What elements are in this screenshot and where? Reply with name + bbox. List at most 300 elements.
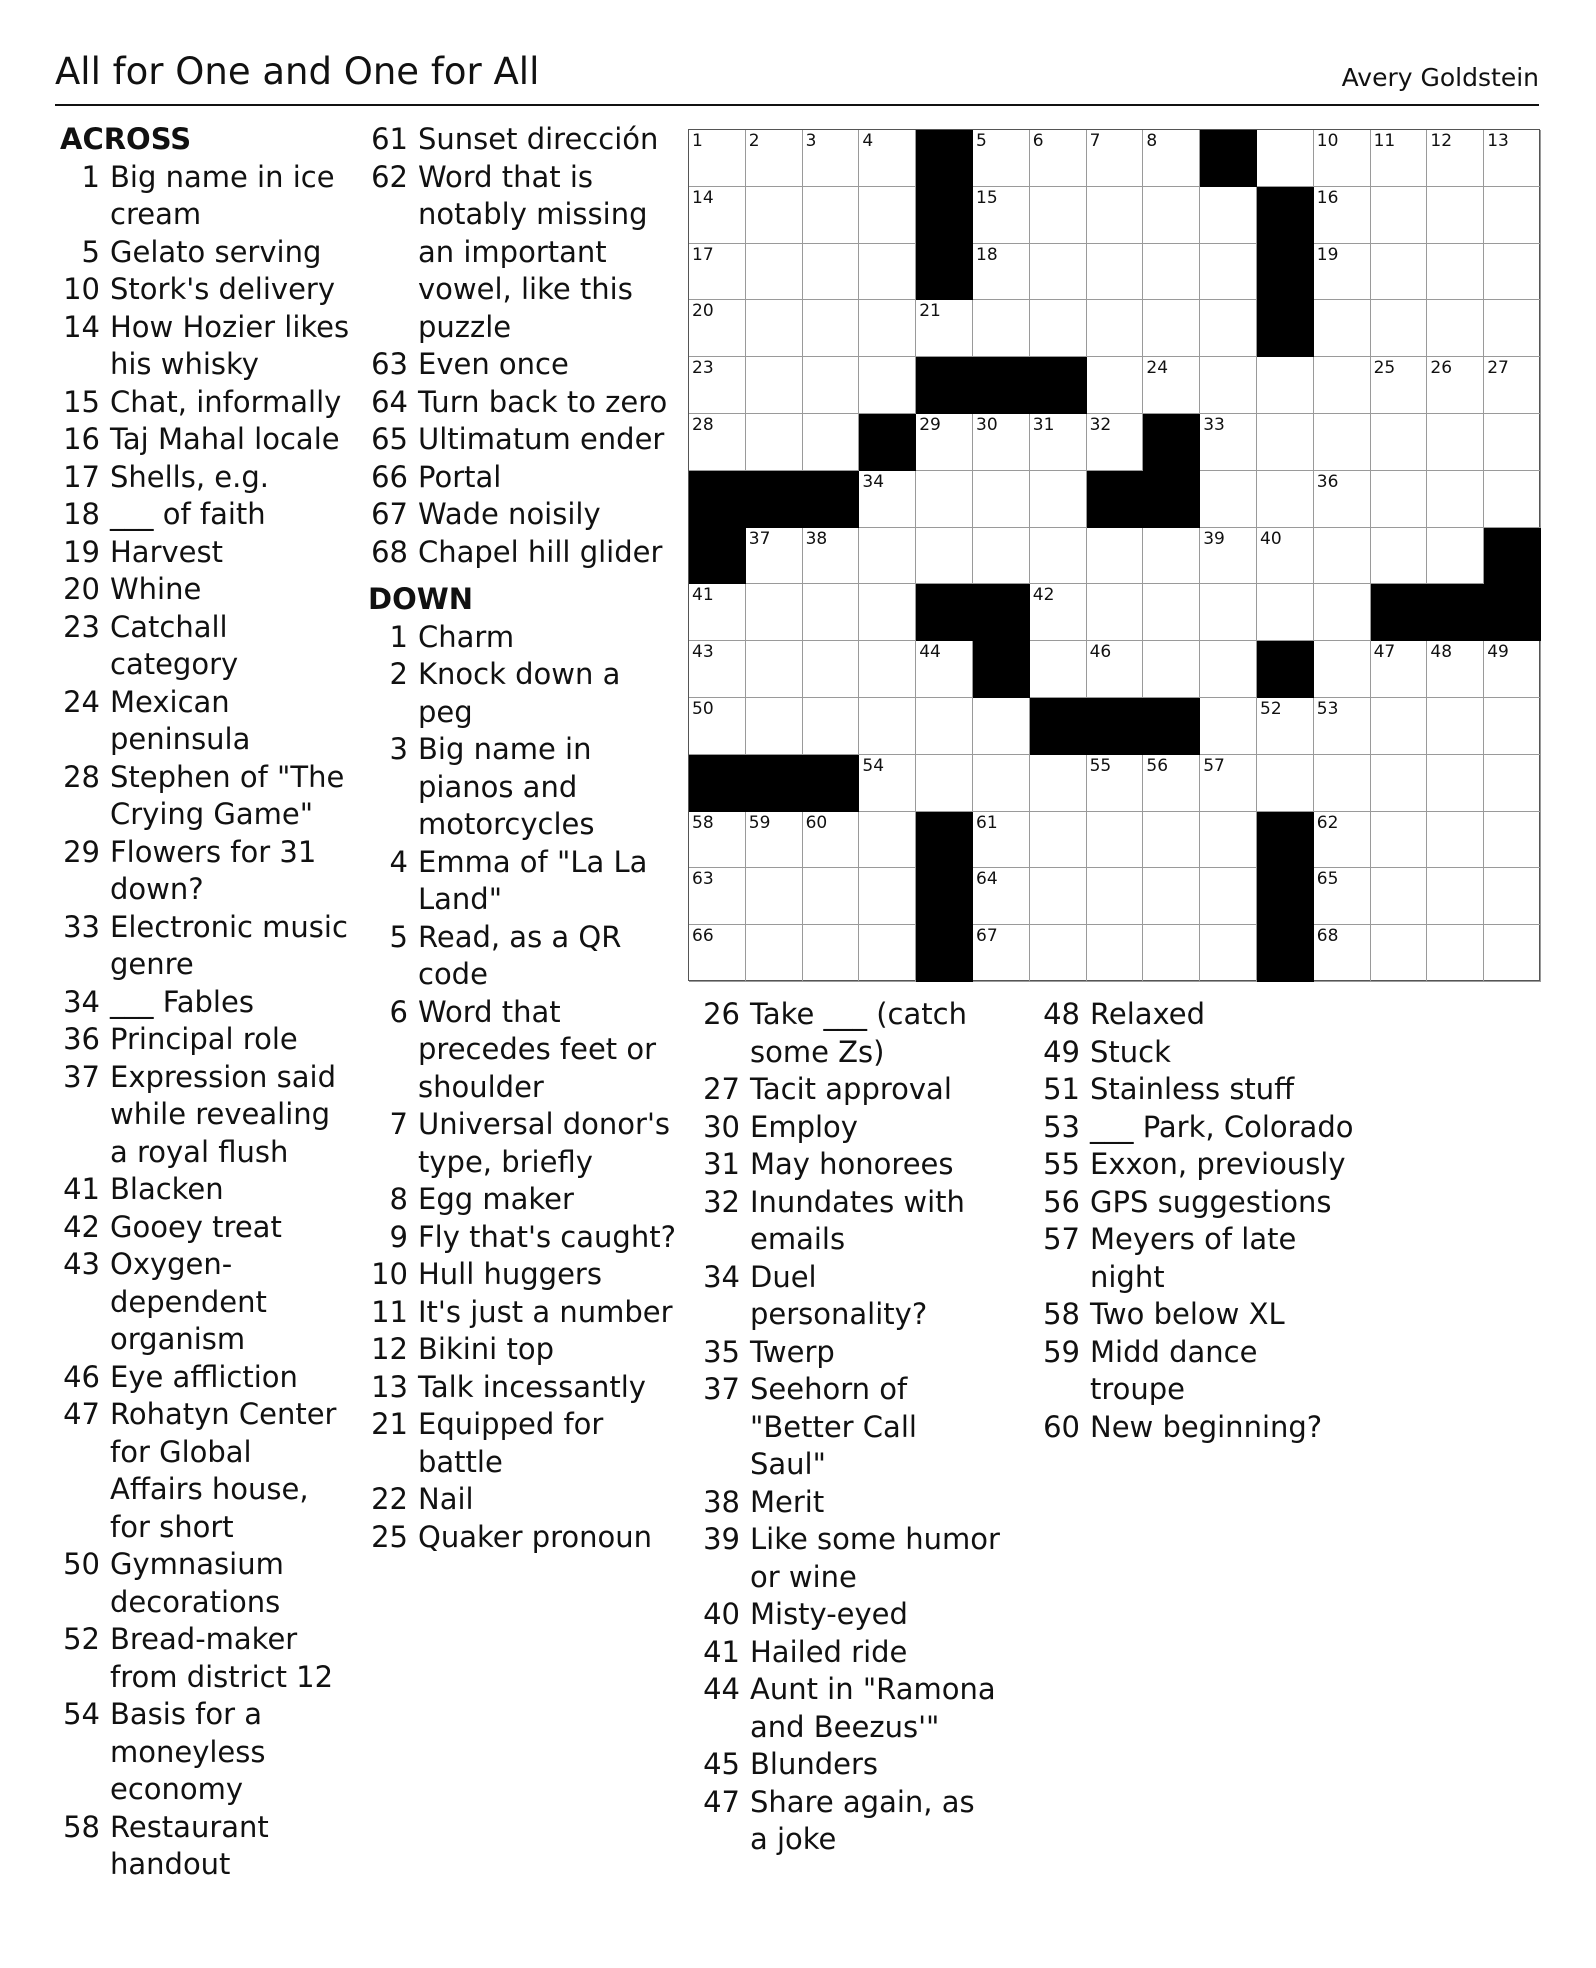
grid-cell[interactable] — [746, 868, 803, 925]
down-clue-55[interactable] — [1040, 1146, 1360, 1184]
grid-cell[interactable] — [973, 187, 1030, 244]
across-clue-17[interactable] — [60, 459, 350, 497]
grid-cell[interactable] — [1427, 187, 1484, 244]
grid-cell[interactable] — [1371, 868, 1428, 925]
clue-text: Chapel hill glider — [418, 534, 663, 569]
grid-cell[interactable] — [1314, 244, 1371, 301]
cell-number: 52 — [1260, 699, 1282, 719]
grid-cell[interactable] — [803, 357, 860, 414]
grid-cell[interactable] — [1200, 812, 1257, 869]
grid-cell[interactable] — [1200, 584, 1257, 641]
grid-cell[interactable] — [1484, 641, 1541, 698]
grid-cell[interactable] — [1314, 755, 1371, 812]
grid-cell[interactable] — [803, 528, 860, 585]
down-clue-34[interactable] — [700, 1259, 1000, 1334]
grid-cell[interactable] — [1257, 414, 1314, 471]
grid-cell[interactable] — [1314, 584, 1371, 641]
grid-cell[interactable] — [803, 584, 860, 641]
clue-number: 37 — [63, 1059, 100, 1094]
grid-cell[interactable] — [1427, 414, 1484, 471]
grid-cell[interactable] — [859, 357, 916, 414]
grid-cell[interactable] — [1427, 528, 1484, 585]
down-clue-6[interactable] — [368, 994, 678, 1107]
grid-cell[interactable] — [1030, 300, 1087, 357]
across-clue-15[interactable] — [60, 384, 350, 422]
down-clue-48[interactable] — [1040, 996, 1360, 1034]
down-clue-2[interactable] — [368, 656, 678, 731]
grid-cell[interactable] — [1143, 187, 1200, 244]
grid-cell[interactable] — [1371, 698, 1428, 755]
grid-cell[interactable] — [1257, 755, 1314, 812]
grid-cell[interactable] — [1257, 528, 1314, 585]
clue-number: 66 — [371, 459, 408, 494]
across-clue-5[interactable] — [60, 234, 350, 272]
down-clue-10[interactable] — [368, 1256, 678, 1294]
grid-cell[interactable] — [1200, 471, 1257, 528]
cell-number: 62 — [1316, 812, 1339, 833]
black-square — [1257, 244, 1314, 301]
grid-cell[interactable] — [1427, 244, 1484, 301]
grid-cell[interactable] — [1030, 925, 1087, 982]
grid-cell[interactable] — [1143, 812, 1200, 869]
grid-cell[interactable] — [916, 698, 973, 755]
clue-number: 5 — [389, 919, 408, 954]
grid-cell[interactable] — [689, 868, 746, 925]
down-clue-53[interactable] — [1040, 1109, 1360, 1147]
grid-cell[interactable] — [1087, 812, 1144, 869]
grid-cell[interactable] — [1427, 357, 1484, 414]
grid-cell[interactable] — [1030, 471, 1087, 528]
grid-cell[interactable] — [1030, 868, 1087, 925]
down-clue-9[interactable] — [368, 1219, 678, 1257]
grid-cell[interactable] — [973, 300, 1030, 357]
clue-text: Turn back to zero — [418, 384, 668, 419]
across-clue-33[interactable] — [60, 909, 350, 984]
across-clue-61[interactable] — [368, 121, 678, 159]
grid-cell[interactable] — [689, 187, 746, 244]
grid-cell[interactable] — [1030, 584, 1087, 641]
grid-cell[interactable] — [1427, 471, 1484, 528]
grid-cell[interactable] — [1143, 528, 1200, 585]
down-clue-22[interactable] — [368, 1481, 678, 1519]
grid-cell[interactable] — [803, 244, 860, 301]
down-clue-4[interactable] — [368, 844, 678, 919]
grid-cell[interactable] — [803, 187, 860, 244]
grid-cell[interactable] — [859, 698, 916, 755]
grid-cell[interactable] — [1314, 471, 1371, 528]
clue-text: Inundates with emails — [750, 1184, 965, 1256]
grid-cell[interactable] — [1257, 584, 1314, 641]
down-clue-60[interactable] — [1040, 1409, 1360, 1447]
grid-cell[interactable] — [1200, 357, 1257, 414]
grid-cell[interactable] — [1143, 755, 1200, 812]
down-clue-27[interactable] — [700, 1071, 1000, 1109]
across-clue-46[interactable] — [60, 1359, 350, 1397]
down-clue-56[interactable] — [1040, 1184, 1360, 1222]
cell-number: 28 — [692, 415, 714, 435]
grid-cell[interactable] — [1484, 244, 1541, 301]
down-clue-11[interactable] — [368, 1294, 678, 1332]
down-clue-41[interactable] — [700, 1634, 1000, 1672]
down-clue-45[interactable] — [700, 1746, 1000, 1784]
grid-cell[interactable] — [1371, 357, 1428, 414]
grid-cell[interactable] — [1371, 925, 1428, 982]
across-clue-67[interactable] — [368, 496, 678, 534]
grid-cell[interactable] — [973, 130, 1030, 187]
grid-cell[interactable] — [746, 414, 803, 471]
clue-number: 14 — [63, 309, 100, 344]
black-square — [1257, 641, 1314, 698]
grid-cell[interactable] — [973, 868, 1030, 925]
clue-text: Eye affliction — [110, 1359, 298, 1394]
grid-cell[interactable] — [1200, 755, 1257, 812]
grid-cell[interactable] — [1314, 130, 1371, 187]
across-clue-58[interactable] — [60, 1809, 350, 1884]
grid-cell[interactable] — [916, 471, 973, 528]
grid-cell[interactable] — [1371, 187, 1428, 244]
across-clue-62[interactable] — [368, 159, 678, 347]
grid-cell[interactable] — [859, 584, 916, 641]
grid-cell[interactable] — [1314, 812, 1371, 869]
grid-cell[interactable] — [1200, 925, 1257, 982]
grid-cell[interactable] — [1314, 698, 1371, 755]
down-clue-49[interactable] — [1040, 1034, 1360, 1072]
grid-cell[interactable] — [1087, 584, 1144, 641]
grid-cell[interactable] — [746, 187, 803, 244]
down-clue-21[interactable] — [368, 1406, 678, 1481]
grid-cell[interactable] — [1257, 698, 1314, 755]
grid-cell[interactable] — [1484, 357, 1541, 414]
grid-cell[interactable] — [859, 925, 916, 982]
down-clue-13[interactable] — [368, 1369, 678, 1407]
across-clue-37[interactable] — [60, 1059, 350, 1172]
across-clue-64[interactable] — [368, 384, 678, 422]
grid-cell[interactable] — [1087, 357, 1144, 414]
grid-cell[interactable] — [689, 244, 746, 301]
grid-cell[interactable] — [689, 925, 746, 982]
grid-cell[interactable] — [1087, 244, 1144, 301]
clue-number: 1 — [81, 159, 100, 194]
grid-cell[interactable] — [916, 528, 973, 585]
grid-cell[interactable] — [1143, 300, 1200, 357]
grid-cell[interactable] — [1087, 925, 1144, 982]
grid-cell[interactable] — [1371, 641, 1428, 698]
cell-number: 58 — [692, 812, 714, 833]
grid-cell[interactable] — [1314, 187, 1371, 244]
grid-cell[interactable] — [859, 471, 916, 528]
grid-cell[interactable] — [973, 812, 1030, 869]
down-clue-59[interactable] — [1040, 1334, 1360, 1409]
grid-cell[interactable] — [1030, 244, 1087, 301]
grid-cell[interactable] — [1314, 868, 1371, 925]
grid-cell[interactable] — [1484, 471, 1541, 528]
grid-cell[interactable] — [1087, 187, 1144, 244]
grid-cell[interactable] — [1484, 130, 1541, 187]
down-clue-38[interactable] — [700, 1484, 1000, 1522]
grid-cell[interactable] — [1257, 471, 1314, 528]
down-clue-8[interactable] — [368, 1181, 678, 1219]
grid-cell[interactable] — [803, 868, 860, 925]
down-clue-40[interactable] — [700, 1596, 1000, 1634]
down-clue-3[interactable] — [368, 731, 678, 844]
grid-cell[interactable] — [973, 755, 1030, 812]
across-clue-24[interactable] — [60, 684, 350, 759]
across-clue-68[interactable] — [368, 534, 678, 572]
grid-cell[interactable] — [803, 812, 860, 869]
across-clue-43[interactable] — [60, 1246, 350, 1359]
grid-cell[interactable] — [746, 528, 803, 585]
grid-cell[interactable] — [1087, 130, 1144, 187]
grid-cell[interactable] — [803, 925, 860, 982]
title-divider — [55, 104, 1539, 106]
grid-cell[interactable] — [1030, 755, 1087, 812]
across-heading: ACROSS — [60, 122, 192, 156]
grid-cell[interactable] — [689, 414, 746, 471]
grid-cell[interactable] — [1314, 357, 1371, 414]
grid-cell[interactable] — [1484, 925, 1541, 982]
grid-cell[interactable] — [916, 300, 973, 357]
across-clue-14[interactable] — [60, 309, 350, 384]
grid-cell[interactable] — [1371, 812, 1428, 869]
crossword-grid[interactable] — [688, 129, 1540, 981]
grid-cell[interactable] — [1427, 755, 1484, 812]
clue-number: 34 — [703, 1259, 740, 1294]
grid-cell[interactable] — [1371, 471, 1428, 528]
grid-cell[interactable] — [973, 244, 1030, 301]
grid-cell[interactable] — [973, 698, 1030, 755]
black-square — [973, 584, 1030, 641]
grid-cell[interactable] — [746, 130, 803, 187]
across-clue-28[interactable] — [60, 759, 350, 834]
down-clue-32[interactable] — [700, 1184, 1000, 1259]
across-clue-66[interactable] — [368, 459, 678, 497]
grid-cell[interactable] — [1087, 528, 1144, 585]
grid-cell[interactable] — [803, 300, 860, 357]
grid-cell[interactable] — [689, 812, 746, 869]
cell-number: 40 — [1260, 528, 1282, 549]
grid-cell[interactable] — [1484, 812, 1541, 869]
grid-cell[interactable] — [1087, 755, 1144, 812]
down-clue-12[interactable] — [368, 1331, 678, 1369]
down-clue-1[interactable] — [368, 619, 678, 657]
grid-cell[interactable] — [803, 414, 860, 471]
grid-cell[interactable] — [1200, 187, 1257, 244]
grid-cell[interactable] — [859, 244, 916, 301]
down-clue-30[interactable] — [700, 1109, 1000, 1147]
grid-cell[interactable] — [859, 812, 916, 869]
grid-cell[interactable] — [1030, 130, 1087, 187]
grid-cell[interactable] — [746, 244, 803, 301]
grid-cell[interactable] — [1314, 641, 1371, 698]
clue-text: Word that is notably missing an important vowel, like this puzzle — [418, 159, 648, 344]
grid-cell[interactable] — [1371, 528, 1428, 585]
grid-cell[interactable] — [689, 584, 746, 641]
grid-cell[interactable] — [689, 641, 746, 698]
grid-cell[interactable] — [916, 414, 973, 471]
grid-cell[interactable] — [1200, 414, 1257, 471]
grid-cell[interactable] — [859, 187, 916, 244]
grid-cell[interactable] — [1371, 130, 1428, 187]
down-clue-51[interactable] — [1040, 1071, 1360, 1109]
grid-cell[interactable] — [916, 641, 973, 698]
down-clue-31[interactable] — [700, 1146, 1000, 1184]
across-clue-65[interactable] — [368, 421, 678, 459]
clue-number: 37 — [703, 1372, 740, 1406]
grid-cell[interactable] — [1200, 641, 1257, 698]
grid-cell[interactable] — [1484, 187, 1541, 244]
down-clue-39[interactable] — [700, 1521, 1000, 1596]
grid-cell[interactable] — [1484, 414, 1541, 471]
grid-cell[interactable] — [1484, 868, 1541, 925]
grid-cell[interactable] — [689, 698, 746, 755]
grid-cell[interactable] — [746, 812, 803, 869]
grid-cell[interactable] — [1371, 244, 1428, 301]
grid-cell[interactable] — [746, 300, 803, 357]
across-clue-18[interactable] — [60, 496, 350, 534]
grid-cell[interactable] — [803, 641, 860, 698]
grid-cell[interactable] — [1143, 584, 1200, 641]
grid-cell[interactable] — [859, 130, 916, 187]
grid-cell[interactable] — [1087, 300, 1144, 357]
across-clue-19[interactable] — [60, 534, 350, 572]
across-clue-50[interactable] — [60, 1546, 350, 1621]
grid-cell[interactable] — [1314, 414, 1371, 471]
grid-cell[interactable] — [973, 471, 1030, 528]
grid-cell[interactable] — [1030, 641, 1087, 698]
down-clue-58[interactable] — [1040, 1296, 1360, 1334]
grid-cell[interactable] — [1030, 187, 1087, 244]
grid-cell[interactable] — [1143, 868, 1200, 925]
clue-text: Rohatyn Center for Global Affairs house, for short — [110, 1397, 337, 1544]
clue-number: 31 — [703, 1147, 740, 1181]
grid-cell[interactable] — [1200, 698, 1257, 755]
down-clue-26[interactable] — [700, 996, 1000, 1071]
across-clue-1[interactable] — [60, 159, 350, 234]
down-clue-44[interactable] — [700, 1671, 1000, 1746]
grid-cell[interactable] — [746, 925, 803, 982]
grid-cell[interactable] — [1314, 528, 1371, 585]
grid-cell[interactable] — [746, 698, 803, 755]
grid-cell[interactable] — [689, 130, 746, 187]
cell-number: 31 — [1032, 415, 1055, 435]
grid-cell[interactable] — [1143, 130, 1200, 187]
down-clue-25[interactable] — [368, 1519, 678, 1557]
grid-cell[interactable] — [1200, 244, 1257, 301]
across-clue-42[interactable] — [60, 1209, 350, 1247]
down-clue-5[interactable] — [368, 919, 678, 994]
cell-number: 21 — [919, 301, 941, 322]
grid-cell[interactable] — [1030, 528, 1087, 585]
grid-cell[interactable] — [1427, 130, 1484, 187]
across-clue-36[interactable] — [60, 1021, 350, 1059]
clue-text: Basis for a moneyless economy — [110, 1697, 266, 1806]
grid-cell[interactable] — [746, 357, 803, 414]
grid-cell[interactable] — [1484, 698, 1541, 755]
grid-cell[interactable] — [1371, 414, 1428, 471]
across-clue-47[interactable] — [60, 1396, 350, 1546]
grid-cell[interactable] — [1314, 925, 1371, 982]
grid-cell[interactable] — [1200, 300, 1257, 357]
down-clue-37[interactable] — [700, 1371, 1000, 1484]
down-clue-57[interactable] — [1040, 1221, 1360, 1296]
grid-cell[interactable] — [973, 528, 1030, 585]
grid-cell[interactable] — [803, 130, 860, 187]
clue-text: Misty-eyed — [750, 1597, 908, 1631]
across-clue-16[interactable] — [60, 421, 350, 459]
grid-cell[interactable] — [1143, 244, 1200, 301]
grid-cell[interactable] — [1087, 414, 1144, 471]
grid-cell[interactable] — [916, 755, 973, 812]
grid-cell[interactable] — [859, 641, 916, 698]
grid-cell[interactable] — [1371, 300, 1428, 357]
across-clue-20[interactable] — [60, 571, 350, 609]
clue-text: Bikini top — [418, 1332, 554, 1366]
grid-cell[interactable] — [1143, 641, 1200, 698]
down-clue-47[interactable] — [700, 1784, 1000, 1859]
grid-cell[interactable] — [1427, 641, 1484, 698]
grid-cell[interactable] — [859, 300, 916, 357]
grid-cell[interactable] — [1427, 925, 1484, 982]
across-clue-29[interactable] — [60, 834, 350, 909]
across-clue-41[interactable] — [60, 1171, 350, 1209]
black-square — [1143, 414, 1200, 471]
grid-cell[interactable] — [1257, 130, 1314, 187]
grid-cell[interactable] — [1427, 300, 1484, 357]
grid-cell[interactable] — [746, 641, 803, 698]
across-clue-52[interactable] — [60, 1621, 350, 1696]
cell-number: 63 — [692, 869, 714, 890]
grid-cell[interactable] — [1200, 528, 1257, 585]
grid-cell[interactable] — [1257, 357, 1314, 414]
across-clue-34[interactable] — [60, 984, 350, 1022]
black-square — [803, 755, 860, 812]
clue-number: 67 — [371, 497, 408, 531]
grid-cell[interactable] — [1087, 868, 1144, 925]
grid-cell[interactable] — [859, 755, 916, 812]
clue-number: 51 — [1043, 1072, 1080, 1106]
grid-cell[interactable] — [1484, 300, 1541, 357]
grid-cell[interactable] — [1030, 414, 1087, 471]
grid-cell[interactable] — [859, 528, 916, 585]
grid-cell[interactable] — [1200, 868, 1257, 925]
grid-cell[interactable] — [1484, 755, 1541, 812]
clue-column-3 — [700, 996, 1000, 1859]
across-clue-54[interactable] — [60, 1696, 350, 1809]
grid-cell[interactable] — [1030, 812, 1087, 869]
grid-cell[interactable] — [1427, 698, 1484, 755]
grid-cell[interactable] — [689, 357, 746, 414]
grid-cell[interactable] — [746, 584, 803, 641]
grid-cell[interactable] — [1143, 357, 1200, 414]
across-clue-23[interactable] — [60, 609, 350, 684]
grid-cell[interactable] — [1087, 641, 1144, 698]
down-clue-7[interactable] — [368, 1106, 678, 1181]
grid-cell[interactable] — [1371, 755, 1428, 812]
grid-cell[interactable] — [1143, 925, 1200, 982]
down-clue-35[interactable] — [700, 1334, 1000, 1372]
clue-number: 11 — [371, 1294, 408, 1329]
grid-cell[interactable] — [689, 300, 746, 357]
grid-cell[interactable] — [973, 925, 1030, 982]
grid-cell[interactable] — [803, 698, 860, 755]
grid-cell[interactable] — [1427, 868, 1484, 925]
across-clue-63[interactable] — [368, 346, 678, 384]
across-clue-10[interactable] — [60, 271, 350, 309]
grid-cell[interactable] — [973, 414, 1030, 471]
grid-cell[interactable] — [859, 868, 916, 925]
grid-cell[interactable] — [1314, 300, 1371, 357]
grid-cell[interactable] — [1427, 812, 1484, 869]
